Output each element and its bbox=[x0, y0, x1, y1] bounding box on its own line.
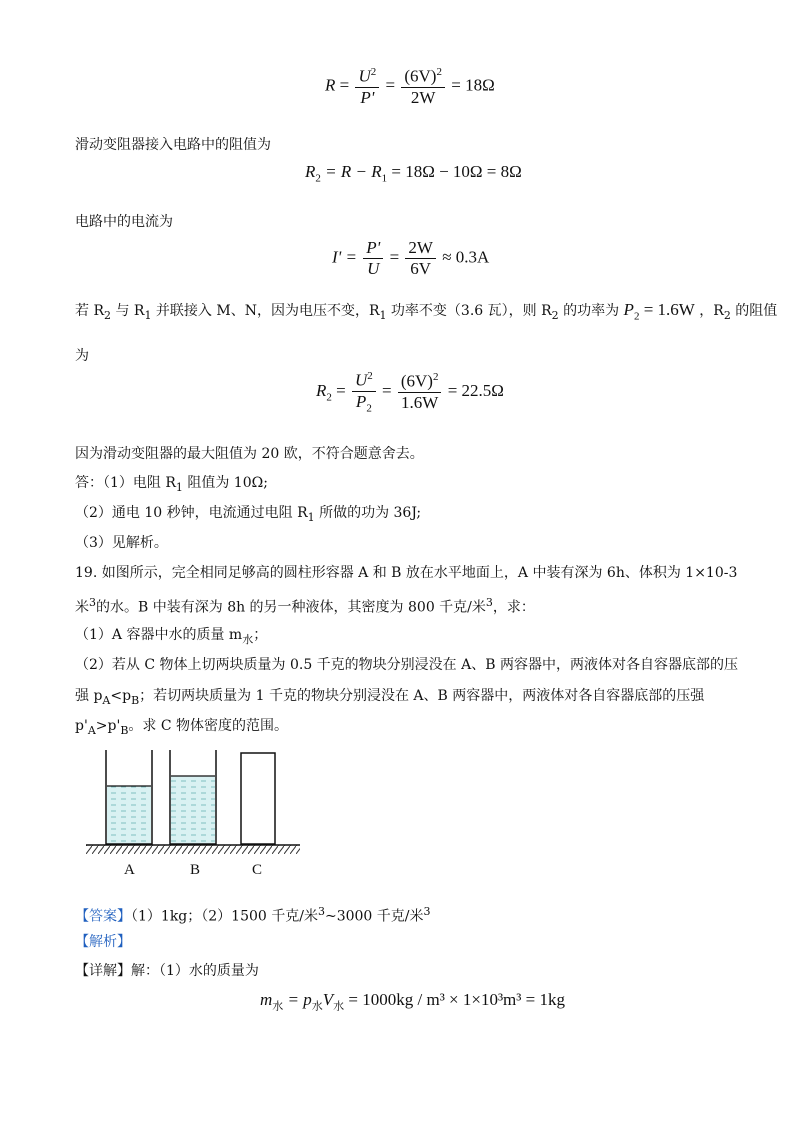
ground bbox=[86, 845, 300, 854]
question-19-part2-line1: （2）若从 C 物体上切两块质量为 0.5 千克的物块分别浸没在 A、B 两容器中，两液体对各自容器底部的压 bbox=[75, 657, 738, 673]
detail-line: 【详解】解：（1）水的质量为 bbox=[75, 963, 259, 979]
equation-resistance: R = $\frac{U^2}{P'}$ = $\frac{(6V)^2}{2W}$ = 18Ω bbox=[325, 66, 495, 107]
answer-1: 答：（1）电阻 $R_1$ 阻值为 10Ω; bbox=[75, 475, 268, 494]
paragraph-parallel: 若 $R_2$ 与 $R_1$ 并联接入 M、N，因为电压不变，$R_1$ 功率不变（3.6 瓦），则 $R_2$ 的功率为 $P_2 = 1.6W$ ，$R_2$ 的阻值 bbox=[75, 300, 778, 323]
answer-2: （2）通电 10 秒钟，电流通过电阻 $R_1$ 所做的功为 36J; bbox=[75, 505, 422, 524]
figure-label-b: B bbox=[190, 862, 201, 878]
figure-label-c: C bbox=[252, 862, 263, 878]
question-19-part2-line2: 强 $p_A<p_B$；若切两块质量为 1 千克的物块分别浸没在 A、B 两容器中，两液体对各自容器底部的压强 bbox=[75, 688, 705, 707]
figure-label-a: A bbox=[124, 862, 135, 878]
text-line: 因为滑动变阻器的最大阻值为 20 欧，不符合题意舍去。 bbox=[75, 446, 424, 462]
answer-tag: 【答案】 bbox=[75, 908, 131, 925]
question-19-part1: （1）A 容器中水的质量 $m_水$； bbox=[75, 627, 268, 646]
analysis-tag: 【解析】 bbox=[75, 934, 131, 950]
question-19-line2: 米$^3$的水。B 中装有深为 8h 的另一种液体，其密度为 800 千克/米$^3$，求： bbox=[75, 596, 535, 616]
containers-figure bbox=[80, 742, 310, 882]
equation-r2: $R_2$ = $\frac{U^2}{P_2}$ = $\frac{(6V)^2}{1.6W}$ = 22.5Ω bbox=[316, 370, 504, 415]
answer-line: 【答案】（1）1kg；（2）1500 千克/米$^3$~3000 千克/米$^3$ bbox=[75, 905, 431, 925]
block-c bbox=[241, 753, 275, 844]
container-a bbox=[106, 750, 152, 844]
text-line: 电路中的电流为 bbox=[75, 214, 173, 230]
equation-slider-resistance: $R_2 = R - R_1 = 18\Omega - 10\Omega = 8\Omega$ bbox=[305, 162, 522, 185]
text-line: 为 bbox=[75, 348, 89, 364]
text-line: 滑动变阻器接入电路中的阻值为 bbox=[75, 137, 271, 153]
question-19-line1: 19. 如图所示，完全相同足够高的圆柱形容器 A 和 B 放在水平地面上，A 中装有深为 6h、体积为 1×10-3 bbox=[75, 565, 738, 581]
detail-tag: 【详解】 bbox=[75, 963, 131, 979]
container-b bbox=[170, 750, 216, 844]
equation-current: I' = $\frac{P'}{U}$ = $\frac{2W}{6V}$ ≈ 0.3A bbox=[332, 238, 490, 278]
answer-3: （3）见解析。 bbox=[75, 535, 168, 551]
eq-symbol: R bbox=[325, 75, 336, 95]
equation-water-mass: $m_水 = p_水V_水 = 1000kg / m^3 \times 1\times 10^3m^3 = 1kg$ bbox=[260, 990, 565, 1013]
question-19-part2-line3: $p'_A>p'_B$。求 C 物体密度的范围。 bbox=[75, 718, 289, 737]
